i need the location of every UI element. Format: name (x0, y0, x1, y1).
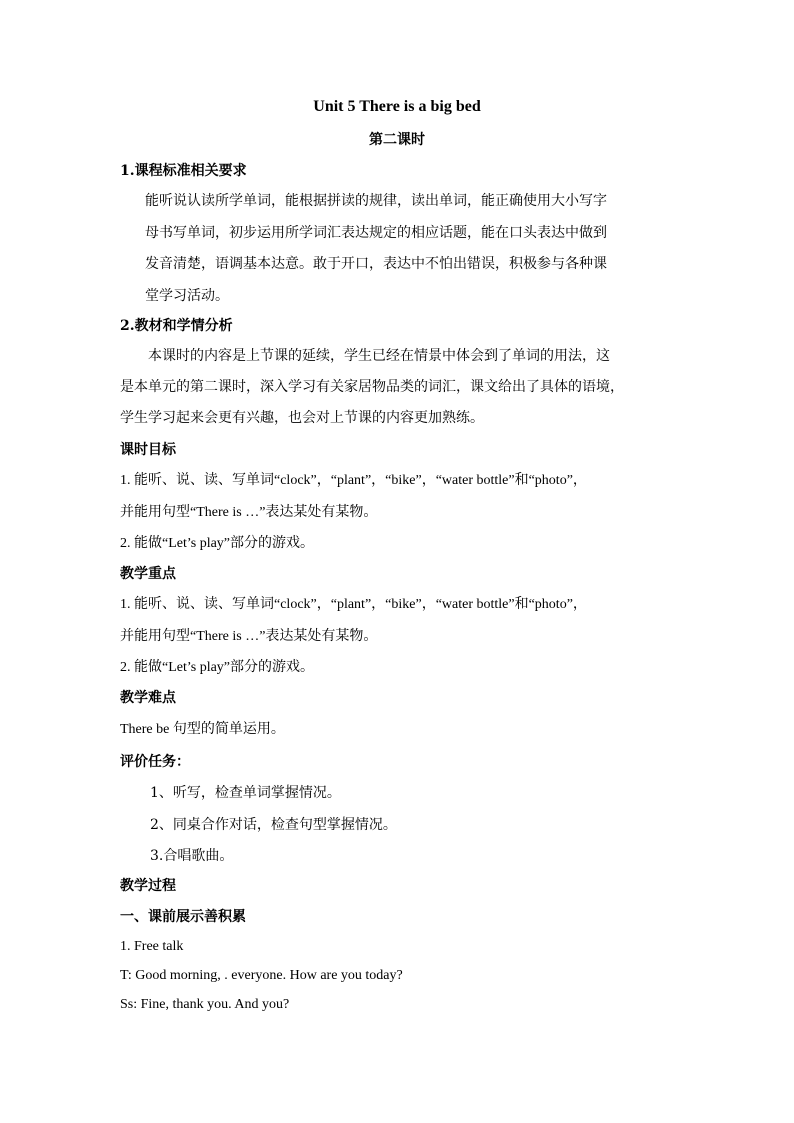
section2-line-3: 学生学习起来会更有兴趣，也会对上节课的内容更加熟练。 (120, 410, 484, 426)
goals-line-1: 1. 能听、说、读、写单词“clock”，“plant”，“bike”，“water bottle”和“photo”， (120, 473, 587, 488)
process-subheading: 一、课前展示善积累 (120, 909, 246, 925)
process-line-1: 1. Free talk (120, 939, 184, 954)
goals-line-3: 2. 能做“Let’s play”部分的游戏。 (120, 536, 315, 551)
process-line-3: Ss: Fine, thank you. And you? (120, 997, 290, 1012)
section1-line-3: 发音清楚，语调基本达意。敢于开口，表达中不怕出错误，积极参与各种课 (145, 256, 607, 272)
key-points-line-3: 2. 能做“Let’s play”部分的游戏。 (120, 660, 315, 675)
section1-line-1: 能听说认读所学单词，能根据拼读的规律，读出单词，能正确使用大小写字 (145, 193, 607, 209)
section2-heading: 2.教材和学情分析 (120, 318, 233, 334)
evaluation-item-3: 3.合唱歌曲。 (150, 848, 234, 864)
evaluation-item-2: 2、同桌合作对话，检查句型掌握情况。 (150, 817, 397, 833)
document-subtitle: 第二课时 (369, 132, 425, 148)
goals-line-2: 并能用句型“There is …”表达某处有某物。 (120, 505, 378, 520)
process-line-2: T: Good morning, . everyone. How are you today? (120, 968, 403, 983)
section2-line-2: 是本单元的第二课时，深入学习有关家居物品类的词汇，课文给出了具体的语境， (120, 379, 624, 395)
section1-line-4: 堂学习活动。 (145, 288, 229, 304)
key-points-line-2: 并能用句型“There is …”表达某处有某物。 (120, 629, 378, 644)
process-heading: 教学过程 (120, 878, 176, 894)
evaluation-heading: 评价任务： (120, 754, 190, 770)
goals-heading: 课时目标 (120, 442, 176, 458)
key-points-heading: 教学重点 (120, 566, 176, 582)
document-title: Unit 5 There is a big bed (313, 98, 481, 115)
section1-heading: 1.课程标准相关要求 (120, 163, 247, 179)
difficulty-heading: 教学难点 (120, 690, 176, 706)
section2-line-1: 本课时的内容是上节课的延续，学生已经在情景中体会到了单词的用法，这 (148, 348, 610, 364)
evaluation-item-1: 1、听写，检查单词掌握情况。 (150, 785, 341, 801)
key-points-line-1: 1. 能听、说、读、写单词“clock”，“plant”，“bike”，“water bottle”和“photo”， (120, 597, 587, 612)
section1-line-2: 母书写单词，初步运用所学词汇表达规定的相应话题，能在口头表达中做到 (145, 225, 607, 241)
difficulty-line-1: There be 句型的简单运用。 (120, 722, 285, 737)
